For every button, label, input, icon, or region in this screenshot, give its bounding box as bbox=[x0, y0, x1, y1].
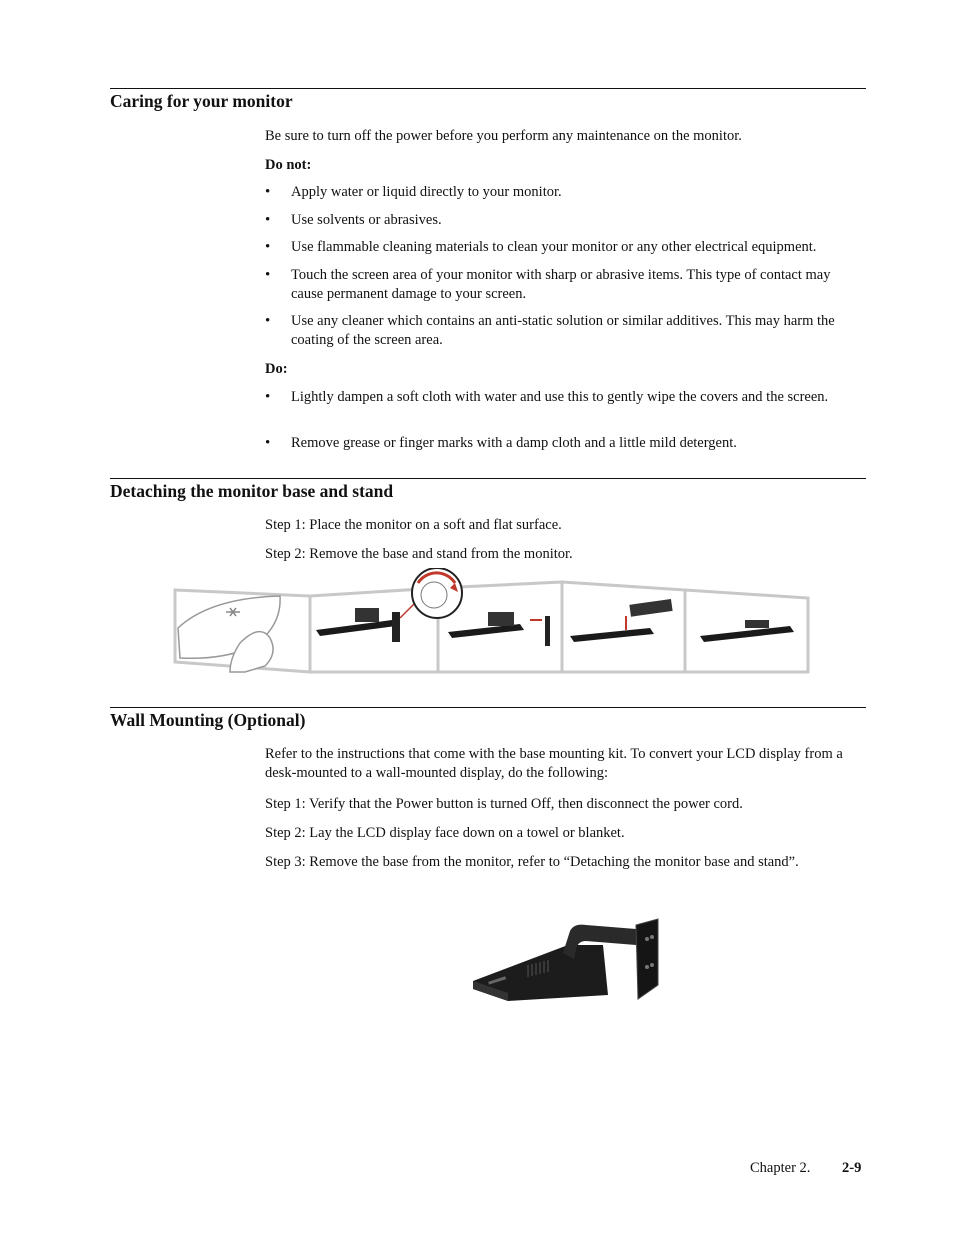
detach-step-2: Step 2: Remove the base and stand from the monitor. bbox=[265, 546, 573, 562]
footer-chapter: Chapter 2. bbox=[750, 1160, 811, 1176]
monitor-flat-icon bbox=[448, 612, 550, 646]
wall-mount-illustration bbox=[468, 915, 668, 1007]
bullet-icon: • bbox=[265, 435, 271, 451]
do-label: Do: bbox=[265, 361, 288, 377]
wall-step-1: Step 1: Verify that the Power button is turned Off, then disconnect the power cord. bbox=[265, 796, 743, 812]
monitor-flat-icon bbox=[570, 599, 673, 642]
bullet-icon: • bbox=[265, 212, 271, 228]
heading-wall-mounting: Wall Mounting (Optional) bbox=[110, 710, 306, 730]
hand-cloth-icon bbox=[178, 596, 280, 672]
detach-step-1: Step 1: Place the monitor on a soft and flat surface. bbox=[265, 517, 562, 533]
bullet-icon: • bbox=[265, 389, 271, 405]
donot-label: Do not: bbox=[265, 157, 312, 173]
bullet-icon: • bbox=[265, 313, 271, 329]
wall-intro: Refer to the instructions that come with the base mounting kit. To convert your LCD display from a desk-mounted to a wall-mounted display, do the following: bbox=[265, 746, 843, 781]
wall-step-2: Step 2: Lay the LCD display face down on a towel or blanket. bbox=[265, 825, 625, 841]
bullet-icon: • bbox=[265, 184, 271, 200]
bullet-icon: • bbox=[265, 239, 271, 255]
section-rule bbox=[110, 478, 866, 479]
release-latch-zoom-icon bbox=[400, 568, 462, 618]
monitor-flat-icon bbox=[700, 620, 794, 642]
monitor-flat-icon bbox=[316, 608, 400, 642]
page-number: 2-9 bbox=[842, 1160, 862, 1176]
section-rule bbox=[110, 88, 866, 89]
heading-detaching: Detaching the monitor base and stand bbox=[110, 481, 394, 501]
section-rule bbox=[110, 707, 866, 708]
detach-illustration bbox=[170, 568, 815, 678]
caring-intro: Be sure to turn off the power before you perform any maintenance on the monitor. bbox=[265, 128, 742, 144]
bullet-icon: • bbox=[265, 267, 271, 283]
heading-caring: Caring for your monitor bbox=[110, 91, 293, 111]
wall-step-3: Step 3: Remove the base from the monitor, refer to “Detaching the monitor base and stand”. bbox=[265, 854, 799, 870]
